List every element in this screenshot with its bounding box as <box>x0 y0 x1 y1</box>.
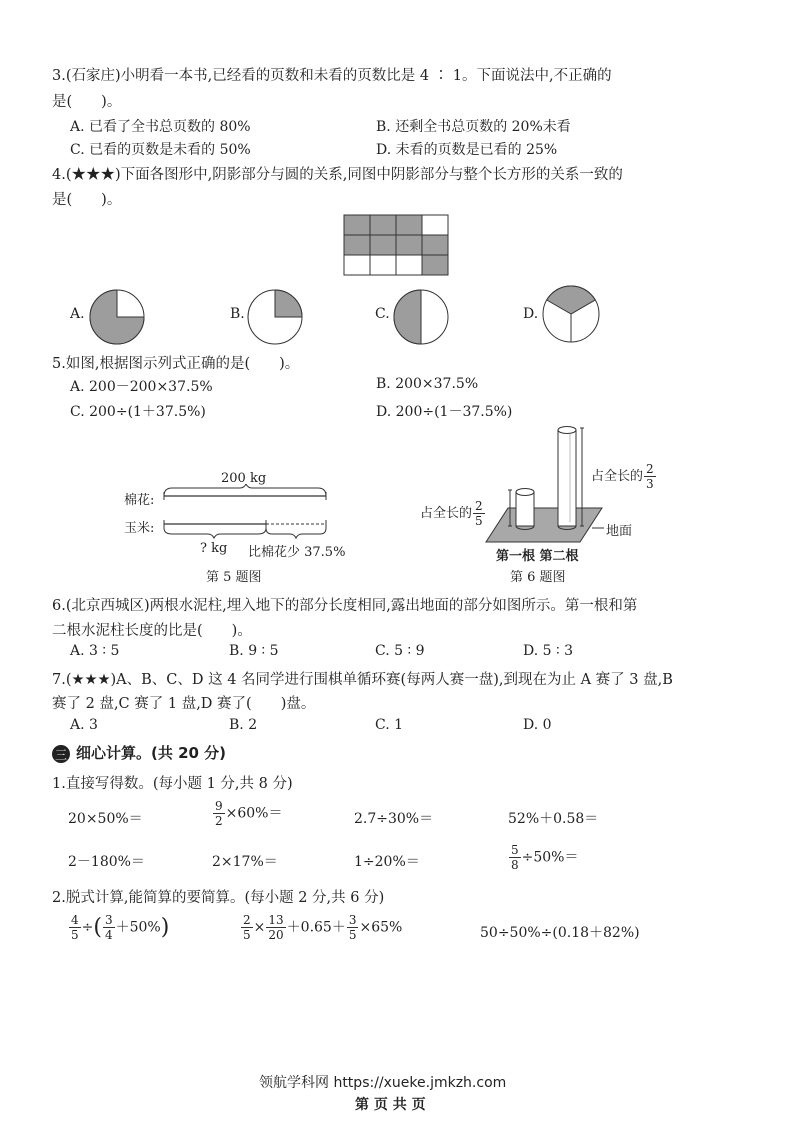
calc1-r1c2-num: 9 <box>215 799 223 813</box>
section3-title: 细心计算。(共 20 分) <box>76 744 227 762</box>
calc1-r2c4-fraction <box>509 844 521 871</box>
q3-option-a: A. 已看了全书总页数的 80% <box>70 119 251 135</box>
calc1-r1c4: 52%＋0.58＝ <box>508 811 599 827</box>
grid-cell <box>344 215 370 235</box>
calc1-r2c4-rest: ÷50%＝ <box>521 849 579 866</box>
fig6-right-prefix: 占全长的 <box>591 469 644 484</box>
q5-line1: 5.如图,根据图示列式正确的是( )。 <box>52 356 300 372</box>
calc2-e2-a-den: 5 <box>243 928 251 942</box>
calc1-r1c2-rest: ×60%＝ <box>225 805 283 822</box>
calc2-e1-frac-a <box>69 914 81 941</box>
calc2-e2-mul: × <box>253 919 266 936</box>
calc2-expr2 <box>240 914 402 941</box>
calc2-e1-b-num: 3 <box>104 913 113 927</box>
grid-cell <box>396 255 422 275</box>
section3-badge: 三 <box>52 745 70 763</box>
calc2-e1-b-den: 4 <box>104 928 113 942</box>
calc1-r1c1: 20×50%＝ <box>68 811 143 827</box>
q6-line2: 二根水泥柱长度的比是( )。 <box>52 623 252 639</box>
footer-page: 第 页 共 页 <box>355 1097 426 1113</box>
calc2-e2-c-num: 3 <box>348 913 357 927</box>
calc2-e1-rparen: ) <box>160 915 170 940</box>
fig6-left-ratio <box>420 500 486 527</box>
q3-option-d: D. 未看的页数是已看的 25% <box>376 142 558 158</box>
calc2-e1-lparen: ( <box>93 915 102 940</box>
grid-cell <box>344 235 370 255</box>
calc1-r1c3: 2.7÷30%＝ <box>354 811 434 827</box>
q6-line1: 6.(北京西城区)两根水泥柱,埋入地下的部分长度相同,露出地面的部分如图所示。第一根和第 <box>52 598 638 614</box>
grid-cell <box>422 215 448 235</box>
q4-label-b: B. <box>230 306 245 322</box>
calc1-r1c2-fraction <box>213 800 225 827</box>
grid-cell <box>370 235 396 255</box>
calc1-r2c4-den: 8 <box>511 858 519 872</box>
calc1-r1c2 <box>212 800 283 827</box>
q4-circle-b <box>246 288 304 346</box>
fig6-pillar-names: 第一根 第二根 <box>496 549 579 564</box>
fig6-caption: 第 6 题图 <box>510 570 566 585</box>
footer-site: 领航学科网 https://xueke.jmkzh.com <box>259 1075 507 1091</box>
fig5-row1-label: 棉花: <box>124 493 155 508</box>
calc2-e2-c-den: 5 <box>348 928 357 942</box>
calc2-e1-div: ÷ <box>81 919 94 936</box>
pie-shaded-sector <box>394 290 421 344</box>
calc1-r2c2: 2×17%＝ <box>212 854 278 870</box>
calc1-r2c4 <box>508 844 579 871</box>
q3-option-b: B. 还剩全书总页数的 20%未看 <box>376 119 571 135</box>
calc1-r1c2-den: 2 <box>215 814 223 828</box>
fig6-left-num: 2 <box>475 499 483 513</box>
calc2-e1-frac-b <box>103 914 115 941</box>
q4-line1: 4.(★★★)下面各图形中,阴影部分与圆的关系,同图中阴影部分与整个长方形的关系一致的 <box>52 167 623 183</box>
fig6-left-den: 5 <box>475 514 483 528</box>
calc2-e2-mid: ＋0.65＋ <box>286 919 346 936</box>
calc1-title: 1.直接写得数。(每小题 1 分,共 8 分) <box>52 776 293 792</box>
calc2-e2-b-num: 13 <box>268 913 284 927</box>
fig6-ground-label: 地面 <box>606 524 633 539</box>
calc2-e2-rest: ×65% <box>359 919 403 936</box>
q5-option-a: A. 200－200×37.5% <box>70 379 213 395</box>
section3-heading <box>52 742 226 763</box>
calc2-e2-frac-a <box>241 914 253 941</box>
q5-option-b: B. 200×37.5% <box>376 376 479 392</box>
calc2-e2-a-num: 2 <box>243 913 251 927</box>
q6-option-c: C. 5 ∶ 9 <box>375 643 425 659</box>
fig5-row2-label: 玉米: <box>124 521 155 536</box>
q4-label-d: D. <box>523 306 539 322</box>
calc1-r2c4-num: 5 <box>511 843 519 857</box>
fig5-total-label: 200 kg <box>221 471 267 486</box>
calc2-e1-a-den: 5 <box>71 928 79 942</box>
grid-cell <box>370 215 396 235</box>
calc2-expr3: 50÷50%÷(0.18＋82%) <box>480 925 640 941</box>
fig5-less-label: 比棉花少 37.5% <box>248 545 346 560</box>
q7-option-d: D. 0 <box>523 717 552 733</box>
q7-option-c: C. 1 <box>375 717 404 733</box>
q4-rectangle-grid <box>343 214 451 276</box>
grid-cell <box>422 235 448 255</box>
grid-cell <box>422 255 448 275</box>
fig6-right-num: 2 <box>646 462 654 476</box>
q7-line1: 7.(★★★)A、B、C、D 这 4 名同学进行围棋单循环赛(每两人赛一盘),到现在为止 A 赛了 3 盘,B <box>52 672 673 688</box>
q4-circle-a <box>88 288 146 346</box>
calc2-title: 2.脱式计算,能简算的要简算。(每小题 2 分,共 6 分) <box>52 890 385 906</box>
fig6-right-den: 3 <box>646 477 654 491</box>
grid-cell <box>396 235 422 255</box>
q7-line2: 赛了 2 盘,C 赛了 1 盘,D 赛了( )盘。 <box>52 696 316 712</box>
calc2-expr1 <box>68 914 169 941</box>
q6-option-b: B. 9 ∶ 5 <box>229 643 279 659</box>
q3-line1: 3.(石家庄)小明看一本书,已经看的页数和未看的页数比是 4 ∶ 1。下面说法中,不正确的 <box>52 68 612 84</box>
q6-option-a: A. 3 ∶ 5 <box>70 643 120 659</box>
calc2-e2-b-den: 20 <box>268 928 284 942</box>
q4-line2: 是( )。 <box>52 192 122 208</box>
q7-option-a: A. 3 <box>70 717 98 733</box>
grid-cell <box>344 255 370 275</box>
q6-option-d: D. 5 ∶ 3 <box>523 643 573 659</box>
pie-shaded-sector <box>275 290 302 317</box>
fig5-unknown-label: ? kg <box>200 541 228 556</box>
calc2-e2-frac-b <box>266 914 285 941</box>
fig6-right-ratio <box>591 463 657 490</box>
fig6-left-fraction <box>473 500 485 527</box>
q3-line2: 是( )。 <box>52 94 122 110</box>
calc2-e1-a-num: 4 <box>71 913 79 927</box>
q3-option-c: C. 已看的页数是未看的 50% <box>70 142 251 158</box>
q4-label-c: C. <box>375 306 390 322</box>
q7-option-b: B. 2 <box>229 717 258 733</box>
q5-option-d: D. 200÷(1－37.5%) <box>376 404 513 420</box>
q5-option-c: C. 200÷(1＋37.5%) <box>70 404 206 420</box>
q4-circle-c <box>392 288 450 346</box>
q4-circle-d <box>541 284 601 344</box>
fig6-left-prefix: 占全长的 <box>420 506 473 521</box>
calc1-r2c1: 2－180%＝ <box>68 854 145 870</box>
grid-cell <box>370 255 396 275</box>
fig5-caption: 第 5 题图 <box>206 570 262 585</box>
q4-label-a: A. <box>70 306 85 322</box>
grid-cell <box>396 215 422 235</box>
calc2-e1-rest: ＋50% <box>115 919 161 936</box>
calc1-r2c3: 1÷20%＝ <box>354 854 420 870</box>
calc2-e2-frac-c <box>347 914 359 941</box>
fig5-line-diagram <box>160 484 332 544</box>
fig6-right-fraction <box>644 463 656 490</box>
